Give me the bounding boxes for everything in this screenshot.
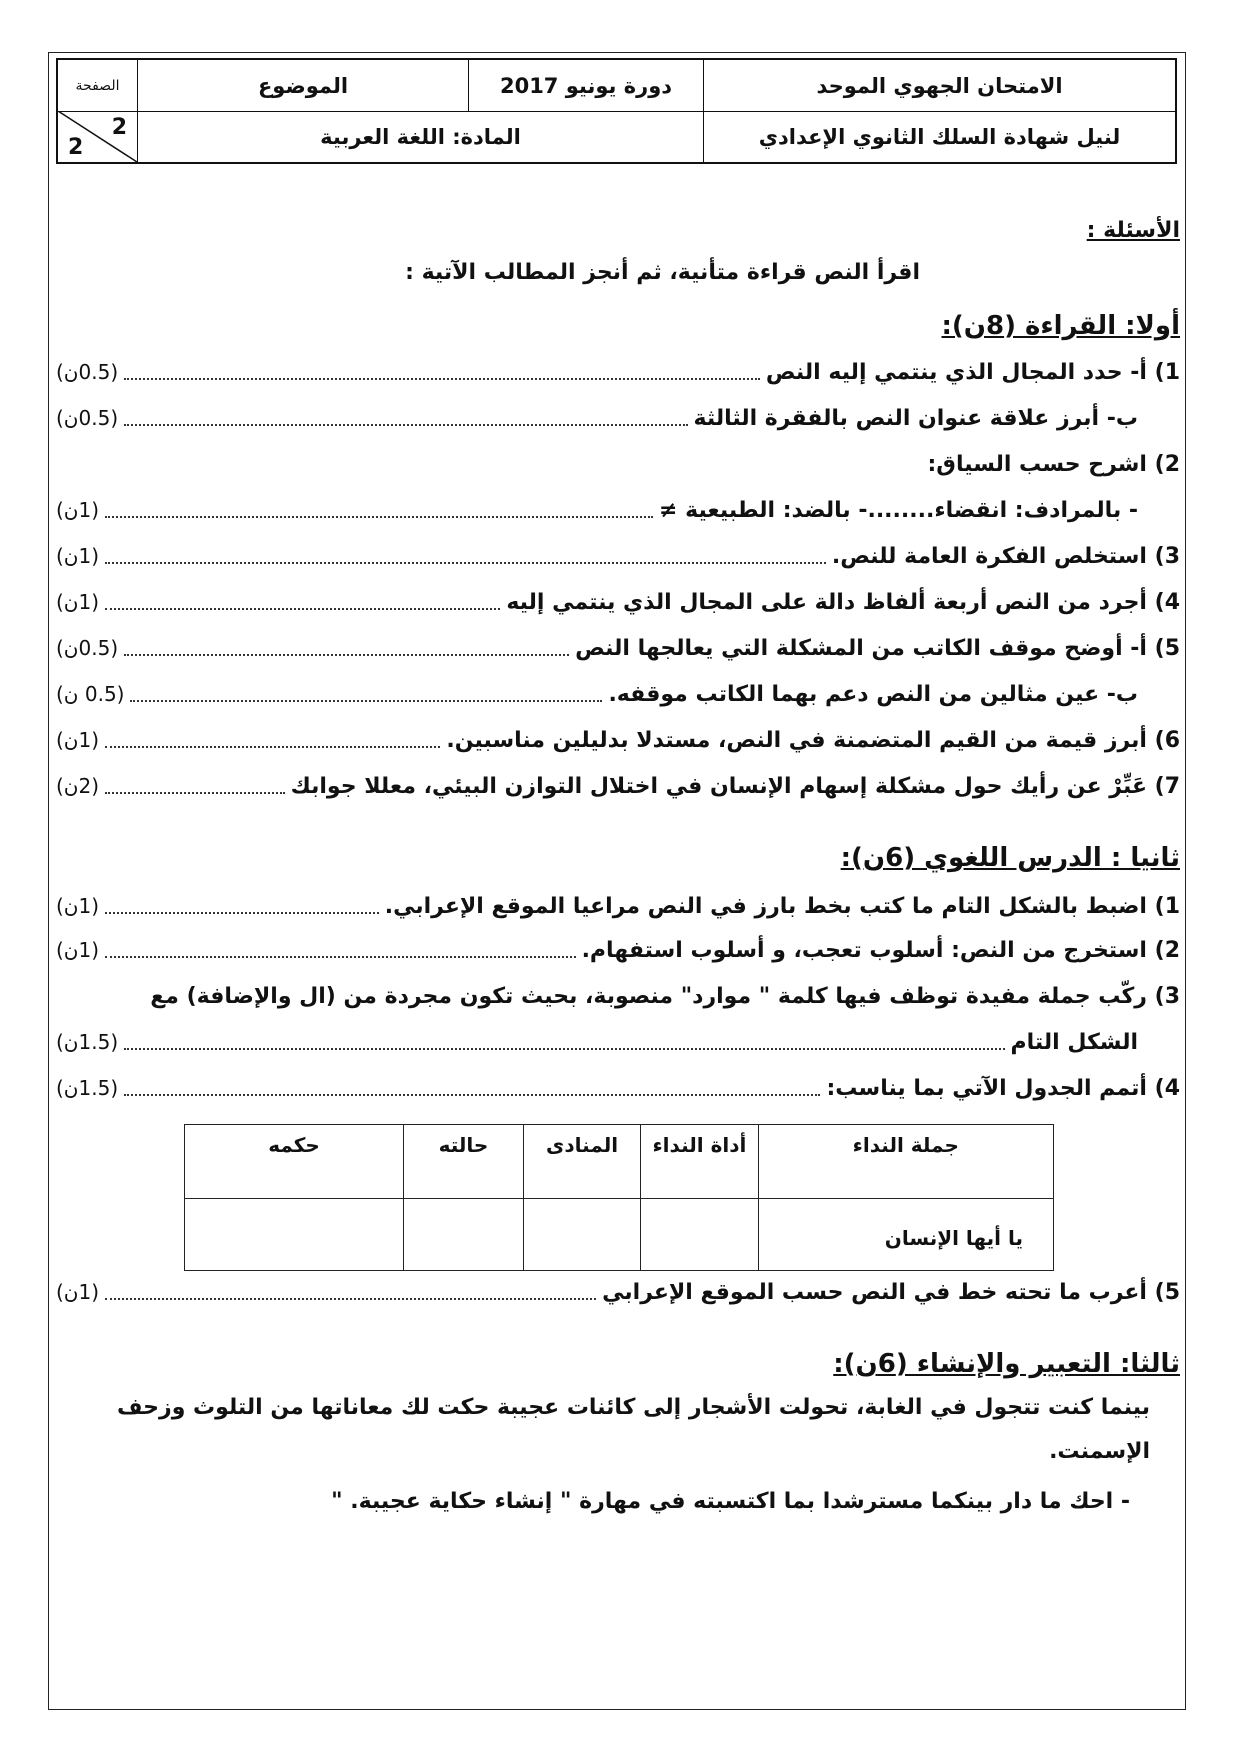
col-vocative: المنادى xyxy=(523,1125,640,1199)
section3-title: ثالثا: التعبير والإنشاء (6ن): xyxy=(833,1349,1180,1379)
exam-session: دورة يونيو 2017 xyxy=(468,60,703,111)
cell-ruling xyxy=(185,1199,404,1271)
l2: 2) استخرج من النص: أسلوب تعجب، و أسلوب استفهام. (1ن) xyxy=(56,937,1180,963)
l1: 1) اضبط بالشكل التام ما كتب بخط بارز في النص مراعيا الموقع الإعرابي. (1ن) xyxy=(56,893,1180,919)
l3: 3) ركّب جملة مفيدة توظف فيها كلمة " موارد" منصوبة، بحيث تكون مجردة من (ال والإضافة) مع xyxy=(150,983,1180,1009)
q4: 4) أجرد من النص أربعة ألفاظ دالة على المجال الذي ينتمي إليه (1ن) xyxy=(56,589,1180,615)
subject-name: المادة: اللغة العربية xyxy=(137,111,703,162)
q5b: ب- عين مثالين من النص دعم بهما الكاتب موقفه. (0.5 ن) xyxy=(56,681,1138,707)
section1-title: أولا: القراءة (8ن): xyxy=(941,311,1180,341)
page-number-box xyxy=(58,111,137,162)
col-ruling: حكمه xyxy=(185,1125,404,1199)
subject-label: الموضوع xyxy=(137,60,468,111)
q5a: 5) أ- أوضح موقف الكاتب من المشكلة التي يعالجها النص (0.5ن) xyxy=(56,635,1180,661)
cell-case xyxy=(404,1199,524,1271)
l3-cont: الشكل التام (1.5ن) xyxy=(56,1029,1138,1055)
cell-vocative xyxy=(523,1199,640,1271)
page-current: 2 xyxy=(111,115,127,140)
section2-title: ثانيا : الدرس اللغوي (6ن): xyxy=(840,843,1180,873)
q7: 7) عَبِّرْ عن رأيك حول مشكلة إسهام الإنسان في اختلال التوازن البيئي، معللا جوابك (2ن) xyxy=(56,773,1180,799)
exam-title: الامتحان الجهوي الموحد xyxy=(703,60,1175,111)
col-sentence: جملة النداء xyxy=(758,1125,1053,1199)
vocative-table xyxy=(184,1124,1054,1271)
col-case: حالته xyxy=(404,1125,524,1199)
instruction: اقرأ النص قراءة متأنية، ثم أنجز المطالب الآتية : xyxy=(405,259,920,285)
l4: 4) أتمم الجدول الآتي بما يناسب: (1.5ن) xyxy=(56,1075,1180,1101)
q3: 3) استخلص الفكرة العامة للنص. (1ن) xyxy=(56,543,1180,569)
page-label: الصفحة xyxy=(75,77,120,94)
q2: 2) اشرح حسب السياق: xyxy=(927,451,1180,477)
essay-task: - احك ما دار بينكما مسترشدا بما اكتسبته في مهارة " إنشاء حكاية عجيبة. " xyxy=(331,1489,1130,1514)
q1a: 1) أ- حدد المجال الذي ينتمي إليه النص (0.5ن) xyxy=(56,359,1180,385)
q2-vocab: - بالمرادف: انقضاء........- بالضد: الطبيعية ≠ (1ن) xyxy=(56,497,1138,523)
col-particle: أداة النداء xyxy=(641,1125,758,1199)
cell-particle xyxy=(641,1199,758,1271)
essay-prompt: بينما كنت تتجول في الغابة، تحولت الأشجار إلى كائنات عجيبة حكت لك معاناتها من التلوث وزحف الإسمنت. xyxy=(116,1395,1150,1464)
q6: 6) أبرز قيمة من القيم المتضمنة في النص، مستدلا بدليلين مناسبين. (1ن) xyxy=(56,727,1180,753)
page-total: 2 xyxy=(68,135,84,160)
exam-header xyxy=(56,58,1177,164)
q1b: ب- أبرز علاقة عنوان النص بالفقرة الثالثة (0.5ن) xyxy=(56,405,1138,431)
certificate-title: لنيل شهادة السلك الثانوي الإعدادي xyxy=(703,111,1175,162)
cell-sentence: يا أيها الإنسان xyxy=(758,1199,1053,1271)
questions-heading: الأسئلة : xyxy=(1086,217,1180,243)
l5: 5) أعرب ما تحته خط في النص حسب الموقع الإعرابي (1ن) xyxy=(56,1279,1180,1305)
